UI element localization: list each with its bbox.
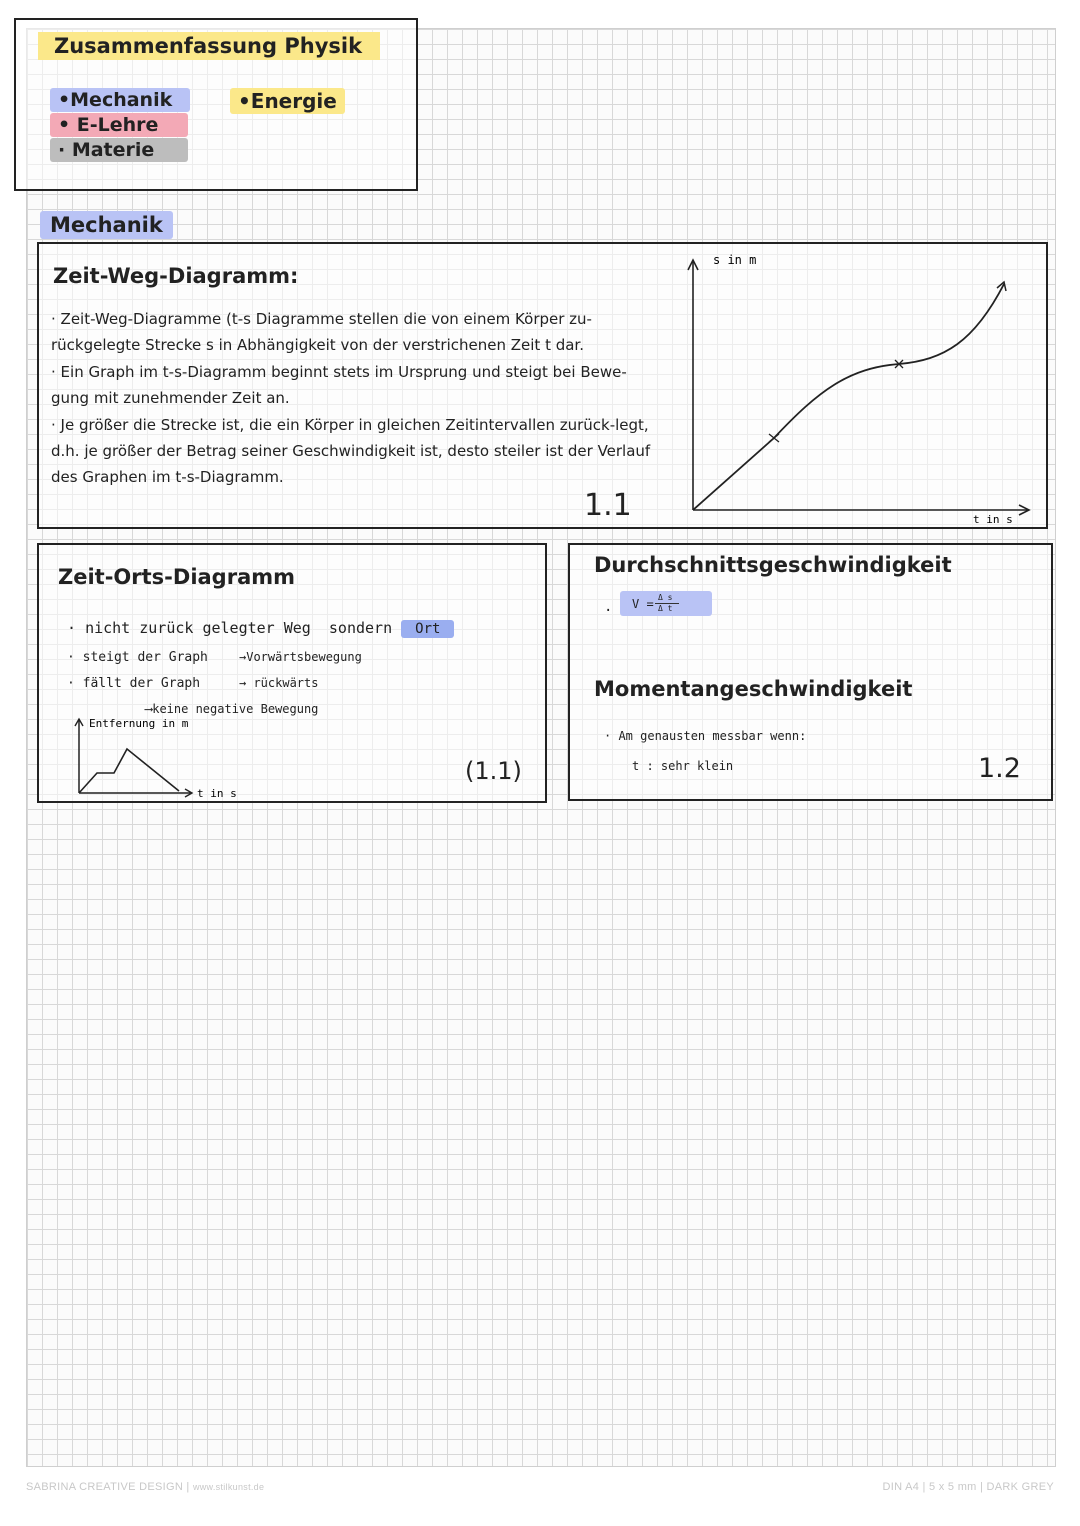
formula-denominator: Δ t xyxy=(658,604,673,613)
zeit-weg-graph xyxy=(679,250,1039,526)
topic-energie: •Energie xyxy=(230,88,345,114)
zeit-weg-y-label: s in m xyxy=(713,253,757,267)
momentan-bullet-1: · Am genausten messbar wenn: xyxy=(604,729,807,743)
zeit-orts-bullet-2-arrow: →Vorwärtsbewegung xyxy=(239,650,362,664)
ort-highlight: Ort xyxy=(401,620,454,638)
footer-right: DIN A4 | 5 x 5 mm | DARK GREY xyxy=(882,1481,1054,1493)
formula-highlight xyxy=(620,591,712,616)
zeit-orts-bullet-2: · steigt der Graph xyxy=(67,650,208,665)
section-label-mechanik: Mechanik xyxy=(40,211,173,239)
geschwindigkeit-number: 1.2 xyxy=(978,753,1021,784)
zeit-orts-bullet-3-arrow: → rückwärts xyxy=(239,676,319,690)
zeit-weg-title: Zeit-Weg-Diagramm: xyxy=(53,264,299,288)
zeit-weg-x-label: t in s xyxy=(973,513,1013,526)
zeit-orts-bullet-3: · fällt der Graph xyxy=(67,676,201,691)
zeit-weg-curve xyxy=(693,284,1004,510)
zeit-orts-graph xyxy=(69,715,239,799)
zeit-orts-note: ⟶keine negative Bewegung xyxy=(145,702,319,716)
formula-numerator: Δ s xyxy=(658,593,673,602)
momentan-bullet-2: t : sehr klein xyxy=(632,759,734,773)
zeit-orts-title: Zeit-Orts-Diagramm xyxy=(58,565,296,589)
zeit-orts-bullet-1: · nicht zurück gelegter Weg sondern Ort xyxy=(67,619,454,638)
zeit-orts-y-label: Entfernung in m xyxy=(89,717,189,730)
momentan-title: Momentangeschwindigkeit xyxy=(594,677,913,701)
zeit-orts-box xyxy=(37,543,547,803)
formula-v: V = xyxy=(632,597,654,611)
zeit-weg-marker-1 xyxy=(769,434,779,442)
overview-title: Zusammenfassung Physik xyxy=(38,32,380,60)
formula-bullet: · xyxy=(604,603,613,619)
zeit-weg-bullet-1: · Zeit-Weg-Diagramme (t-s Diagramme stellen die von einem Körper zu-rückgelegte Strecke s in Abhängigkeit von der verstrichenen Zeit t dar. xyxy=(51,310,592,354)
geschwindigkeit-box xyxy=(568,543,1053,801)
zeit-orts-number: (1.1) xyxy=(465,757,522,785)
zeit-weg-box xyxy=(37,242,1048,529)
zeit-orts-curve xyxy=(79,749,179,793)
overview-box xyxy=(14,18,418,191)
topic-mechanik: •Mechanik xyxy=(50,88,190,112)
zeit-weg-bullet-2: · Ein Graph im t-s-Diagramm beginnt stets im Ursprung und steigt bei Bewe-gung mit zunehmender Zeit an. xyxy=(51,363,627,407)
topic-materie: · Materie xyxy=(50,138,188,162)
durchschnitt-title: Durchschnittsgeschwindigkeit xyxy=(594,553,952,577)
zeit-weg-number: 1.1 xyxy=(584,488,632,523)
zeit-weg-bullet-3: · Je größer die Strecke ist, die ein Körper in gleichen Zeitintervallen zurück-legt, d.h. je größer der Betrag seiner Geschwindigkeit ist, desto steiler ist der Verlauf des Graphen im t-s-Diagramm. xyxy=(51,416,651,486)
topic-e-lehre: • E-Lehre xyxy=(50,113,188,137)
zeit-orts-x-label: t in s xyxy=(197,787,237,799)
footer-left: SABRINA CREATIVE DESIGN | www.stilkunst.de xyxy=(26,1481,265,1493)
